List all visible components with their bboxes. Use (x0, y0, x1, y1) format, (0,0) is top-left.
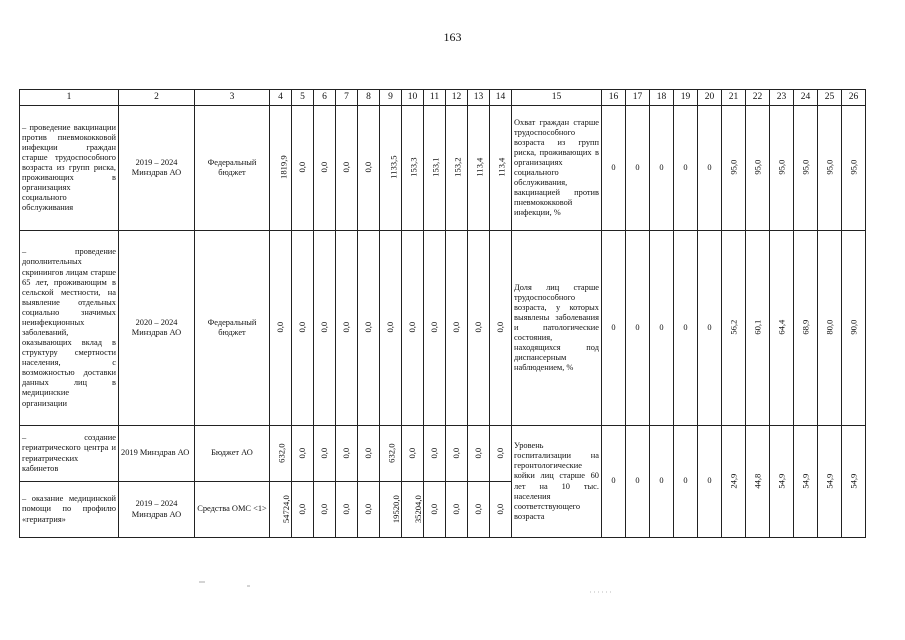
target-cell: 44,8 (746, 426, 770, 538)
finance-cell: 0,0 (358, 426, 380, 482)
finance-cell: 0,0 (468, 482, 490, 538)
activity-cell: – создание гериатрического центра и гериатрических кабинетов (20, 426, 119, 482)
code-cell: 0 (674, 106, 698, 231)
source-cell: Федеральный бюджет (195, 231, 270, 426)
finance-cell: 0,0 (314, 106, 336, 231)
target-cell: 95,0 (746, 106, 770, 231)
column-header: 13 (468, 90, 490, 106)
table-row (20, 231, 866, 426)
activity-cell: – проведение вакцинации против пневмококковой инфекции граждан старше трудоспособного возраста из групп риска, проживающих в организациях социального обслуживания (20, 106, 119, 231)
finance-cell: 0,0 (292, 426, 314, 482)
finance-cell: 0,0 (358, 231, 380, 426)
finance-cell: 0,0 (424, 231, 446, 426)
finance-cell: 0,0 (424, 426, 446, 482)
indicator-cell: Уровень госпитализации на геронтологические койки лиц старше 60 лет на 10 тыс. населения соответствующего возраста (512, 426, 602, 538)
target-cell: 24,9 (722, 426, 746, 538)
code-cell: 0 (650, 231, 674, 426)
column-header: 25 (818, 90, 842, 106)
column-header: 1 (20, 90, 119, 106)
code-cell: 0 (650, 426, 674, 538)
column-header: 9 (380, 90, 402, 106)
target-cell: 95,0 (842, 106, 866, 231)
column-header: 11 (424, 90, 446, 106)
finance-cell: 54724,0 (270, 482, 292, 538)
column-header: 18 (650, 90, 674, 106)
target-cell: 60,1 (746, 231, 770, 426)
indicator-cell: Доля лиц старше трудоспособного возраста, у которых выявлены заболевания и патологические состояния, находящихся под диспансерным наблюдением, % (512, 231, 602, 426)
column-header: 16 (602, 90, 626, 106)
column-header: 23 (770, 90, 794, 106)
period-cell: 2019 – 2024 Минздрав АО (119, 482, 195, 538)
finance-cell: 0,0 (292, 482, 314, 538)
column-header: 4 (270, 90, 292, 106)
finance-cell: 0,0 (490, 482, 512, 538)
table-row (20, 106, 866, 231)
finance-cell: 0,0 (270, 231, 292, 426)
finance-cell: 0,0 (490, 231, 512, 426)
target-cell: 80,0 (818, 231, 842, 426)
finance-cell: 0,0 (468, 426, 490, 482)
finance-cell: 153,1 (424, 106, 446, 231)
finance-cell: 0,0 (336, 482, 358, 538)
column-header: 6 (314, 90, 336, 106)
finance-cell: 0,0 (446, 426, 468, 482)
column-header: 21 (722, 90, 746, 106)
target-cell: 95,0 (770, 106, 794, 231)
measures-table (19, 89, 866, 538)
indicator-cell: Охват граждан старше трудоспособного возраста из групп риска, проживающих в организациях социального обслуживания, вакцинацией против пневмококковой инфекции, % (512, 106, 602, 231)
column-header: 24 (794, 90, 818, 106)
target-cell: 64,4 (770, 231, 794, 426)
code-cell: 0 (602, 426, 626, 538)
table-row (20, 426, 866, 482)
code-cell: 0 (626, 426, 650, 538)
target-cell: 95,0 (818, 106, 842, 231)
finance-cell: 35204,0 (402, 482, 424, 538)
target-cell: 54,9 (770, 426, 794, 538)
finance-cell: 113,4 (468, 106, 490, 231)
target-cell: 95,0 (722, 106, 746, 231)
source-cell: Бюджет АО (195, 426, 270, 482)
target-cell: 95,0 (794, 106, 818, 231)
column-header: 12 (446, 90, 468, 106)
period-cell: 2020 – 2024 Минздрав АО (119, 231, 195, 426)
code-cell: 0 (650, 106, 674, 231)
finance-cell: 0,0 (292, 231, 314, 426)
target-cell: 90,0 (842, 231, 866, 426)
column-header: 20 (698, 90, 722, 106)
finance-cell: 0,0 (402, 426, 424, 482)
page-number: 163 (443, 30, 462, 44)
finance-cell: 0,0 (424, 482, 446, 538)
finance-cell: 0,0 (468, 231, 490, 426)
column-header: 14 (490, 90, 512, 106)
finance-cell: 0,0 (314, 482, 336, 538)
finance-cell: 0,0 (402, 231, 424, 426)
target-cell: 54,9 (842, 426, 866, 538)
activity-cell: – проведение дополнительных скринингов лицам старше 65 лет, проживающим в сельской местности, на выявление отдельных социально значимых неинфекционных заболеваний, оказывающих вклад в структуру смертности населения, с возможностью доставки данных лиц в медицинские организации (20, 231, 119, 426)
column-header: 8 (358, 90, 380, 106)
finance-cell: 113,4 (490, 106, 512, 231)
code-cell: 0 (626, 231, 650, 426)
target-cell: 54,9 (818, 426, 842, 538)
column-header: 19 (674, 90, 698, 106)
target-cell: 68,9 (794, 231, 818, 426)
finance-cell: 0,0 (380, 231, 402, 426)
code-cell: 0 (602, 231, 626, 426)
code-cell: 0 (674, 426, 698, 538)
activity-cell: – оказание медицинской помощи по профилю «гериатрия» (20, 482, 119, 538)
finance-cell: 0,0 (314, 426, 336, 482)
source-cell: Средства ОМС <1> (195, 482, 270, 538)
code-cell: 0 (698, 426, 722, 538)
column-header: 10 (402, 90, 424, 106)
code-cell: 0 (674, 231, 698, 426)
column-header: 26 (842, 90, 866, 106)
column-header: 17 (626, 90, 650, 106)
period-cell: 2019 – 2024 Минздрав АО (119, 106, 195, 231)
finance-cell: 0,0 (314, 231, 336, 426)
target-cell: 54,9 (794, 426, 818, 538)
column-header: 7 (336, 90, 358, 106)
finance-cell: 0,0 (490, 426, 512, 482)
finance-cell: 1133,5 (380, 106, 402, 231)
finance-cell: 153,3 (402, 106, 424, 231)
column-header: 5 (292, 90, 314, 106)
finance-cell: 0,0 (336, 231, 358, 426)
finance-cell: 0,0 (358, 482, 380, 538)
finance-cell: 632,0 (380, 426, 402, 482)
source-cell: Федеральный бюджет (195, 106, 270, 231)
finance-cell: 0,0 (446, 482, 468, 538)
finance-cell: 0,0 (336, 426, 358, 482)
header-row (20, 90, 866, 106)
column-header: 15 (512, 90, 602, 106)
column-header: 22 (746, 90, 770, 106)
finance-cell: 0,0 (292, 106, 314, 231)
finance-cell: 632,0 (270, 426, 292, 482)
finance-cell: 19520,0 (380, 482, 402, 538)
finance-cell: 0,0 (336, 106, 358, 231)
code-cell: 0 (626, 106, 650, 231)
code-cell: 0 (698, 231, 722, 426)
target-cell: 56,2 (722, 231, 746, 426)
finance-cell: 153,2 (446, 106, 468, 231)
finance-cell: 0,0 (446, 231, 468, 426)
period-cell: 2019 Минздрав АО (119, 426, 195, 482)
finance-cell: 1819,9 (270, 106, 292, 231)
code-cell: 0 (698, 106, 722, 231)
column-header: 3 (195, 90, 270, 106)
finance-cell: 0,0 (358, 106, 380, 231)
column-header: 2 (119, 90, 195, 106)
code-cell: 0 (602, 106, 626, 231)
